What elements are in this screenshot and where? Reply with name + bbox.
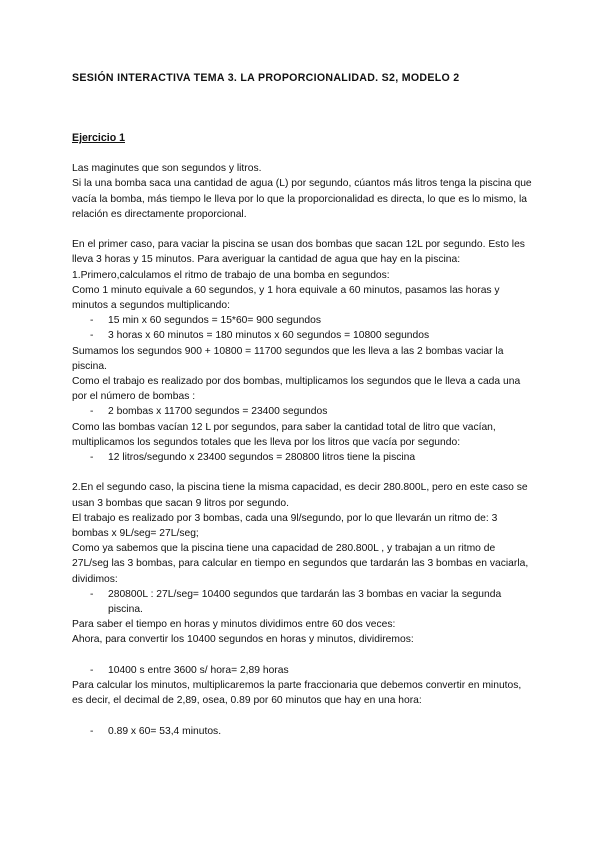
- list-item: - 3 horas x 60 minutos = 180 minutos x 60 segundos = 10800 segundos: [72, 328, 532, 343]
- paragraph: Como ya sabemos que la piscina tiene una capacidad de 280.800L , y trabajan a un ritmo de 27L/seg las 3 bombas, para calcular en tiempo en segundos que tardarán las 3 bombas en vaciarla, dividimos:: [72, 543, 529, 585]
- list-item: - 2 bombas x 11700 segundos = 23400 segundos: [72, 404, 532, 419]
- paragraph: Si la una bomba saca una cantidad de agua (L) por segundo, cúantos más litros tenga la piscina que vacía la bomba, más tiempo le lleva por lo que la proporcionalidad es directa, lo que es lo mismo, la relación es directamente proporcional.: [72, 178, 532, 220]
- calc-list: [72, 724, 532, 739]
- calc-list: [72, 404, 532, 419]
- document-title: SESIÓN INTERACTIVA TEMA 3. LA PROPORCIONALIDAD. S2, MODELO 2: [72, 72, 460, 84]
- paragraph: El trabajo es realizado por 3 bombas, cada una 9l/segundo, por lo que llevarán un ritmo de: 3 bombas x 9L/seg= 27L/seg;: [72, 512, 498, 540]
- paragraph: Sumamos los segundos 900 + 10800 = 11700 segundos que les lleva a las 2 bombas vaciar la piscina.: [72, 345, 504, 372]
- paragraph: Ahora, para convertir los 10400 segundos en horas y minutos, dividiremos:: [72, 634, 414, 646]
- calc-list: [72, 450, 532, 465]
- list-item: - 15 min x 60 segundos = 15*60= 900 segundos: [72, 313, 532, 328]
- paragraph: Las maginutes que son segundos y litros.: [72, 163, 262, 175]
- paragraph: En el primer caso, para vaciar la piscina se usan dos bombas que sacan 12L por segundo. Esto les lleva 3 horas y 15 minutos. Para averiguar la cantidad de agua que hay en la piscina:: [72, 239, 525, 266]
- paragraph: 2.En el segundo caso, la piscina tiene la misma capacidad, es decir 280.800L, pero en este caso se usan 3 bombas que sacan 9 litros por segundo.: [72, 482, 528, 509]
- list-item: - 0.89 x 60= 53,4 minutos.: [72, 724, 532, 739]
- paragraph: Como 1 minuto equivale a 60 segundos, y 1 hora equivale a 60 minutos, pasamos las horas y minutos a segundos multiplicando:: [72, 284, 500, 312]
- calc-list: [72, 587, 532, 617]
- calc-list: [72, 663, 532, 678]
- calc-list: [72, 313, 532, 343]
- list-item: - 12 litros/segundo x 23400 segundos = 280800 litros tiene la piscina: [72, 450, 532, 465]
- exercise-heading: Ejercicio 1: [72, 132, 125, 144]
- document-body: [72, 131, 532, 739]
- list-item: - 280800L : 27L/seg= 10400 segundos que tardarán las 3 bombas en vaciar la segunda piscina.: [72, 587, 532, 617]
- paragraph: Como las bombas vacían 12 L por segundos, para saber la cantidad total de litro que vacían, multiplicamos los segundos totales que les lleva por los litros que vacía por segundo:: [72, 421, 496, 448]
- list-item: - 10400 s entre 3600 s/ hora= 2,89 horas: [72, 663, 532, 678]
- paragraph: Para saber el tiempo en horas y minutos dividimos entre 60 dos veces:: [72, 619, 396, 631]
- paragraph: Para calcular los minutos, multiplicaremos la parte fraccionaria que debemos convertir en minutos, es decir, el decimal de 2,89, osea, 0.89 por 60 minutos que hay en una hora:: [72, 680, 522, 707]
- paragraph: Como el trabajo es realizado por dos bombas, multiplicamos los segundos que le lleva a cada una por el número de bombas :: [72, 376, 521, 403]
- paragraph: 1.Primero,calculamos el ritmo de trabajo de una bomba en segundos:: [72, 269, 390, 281]
